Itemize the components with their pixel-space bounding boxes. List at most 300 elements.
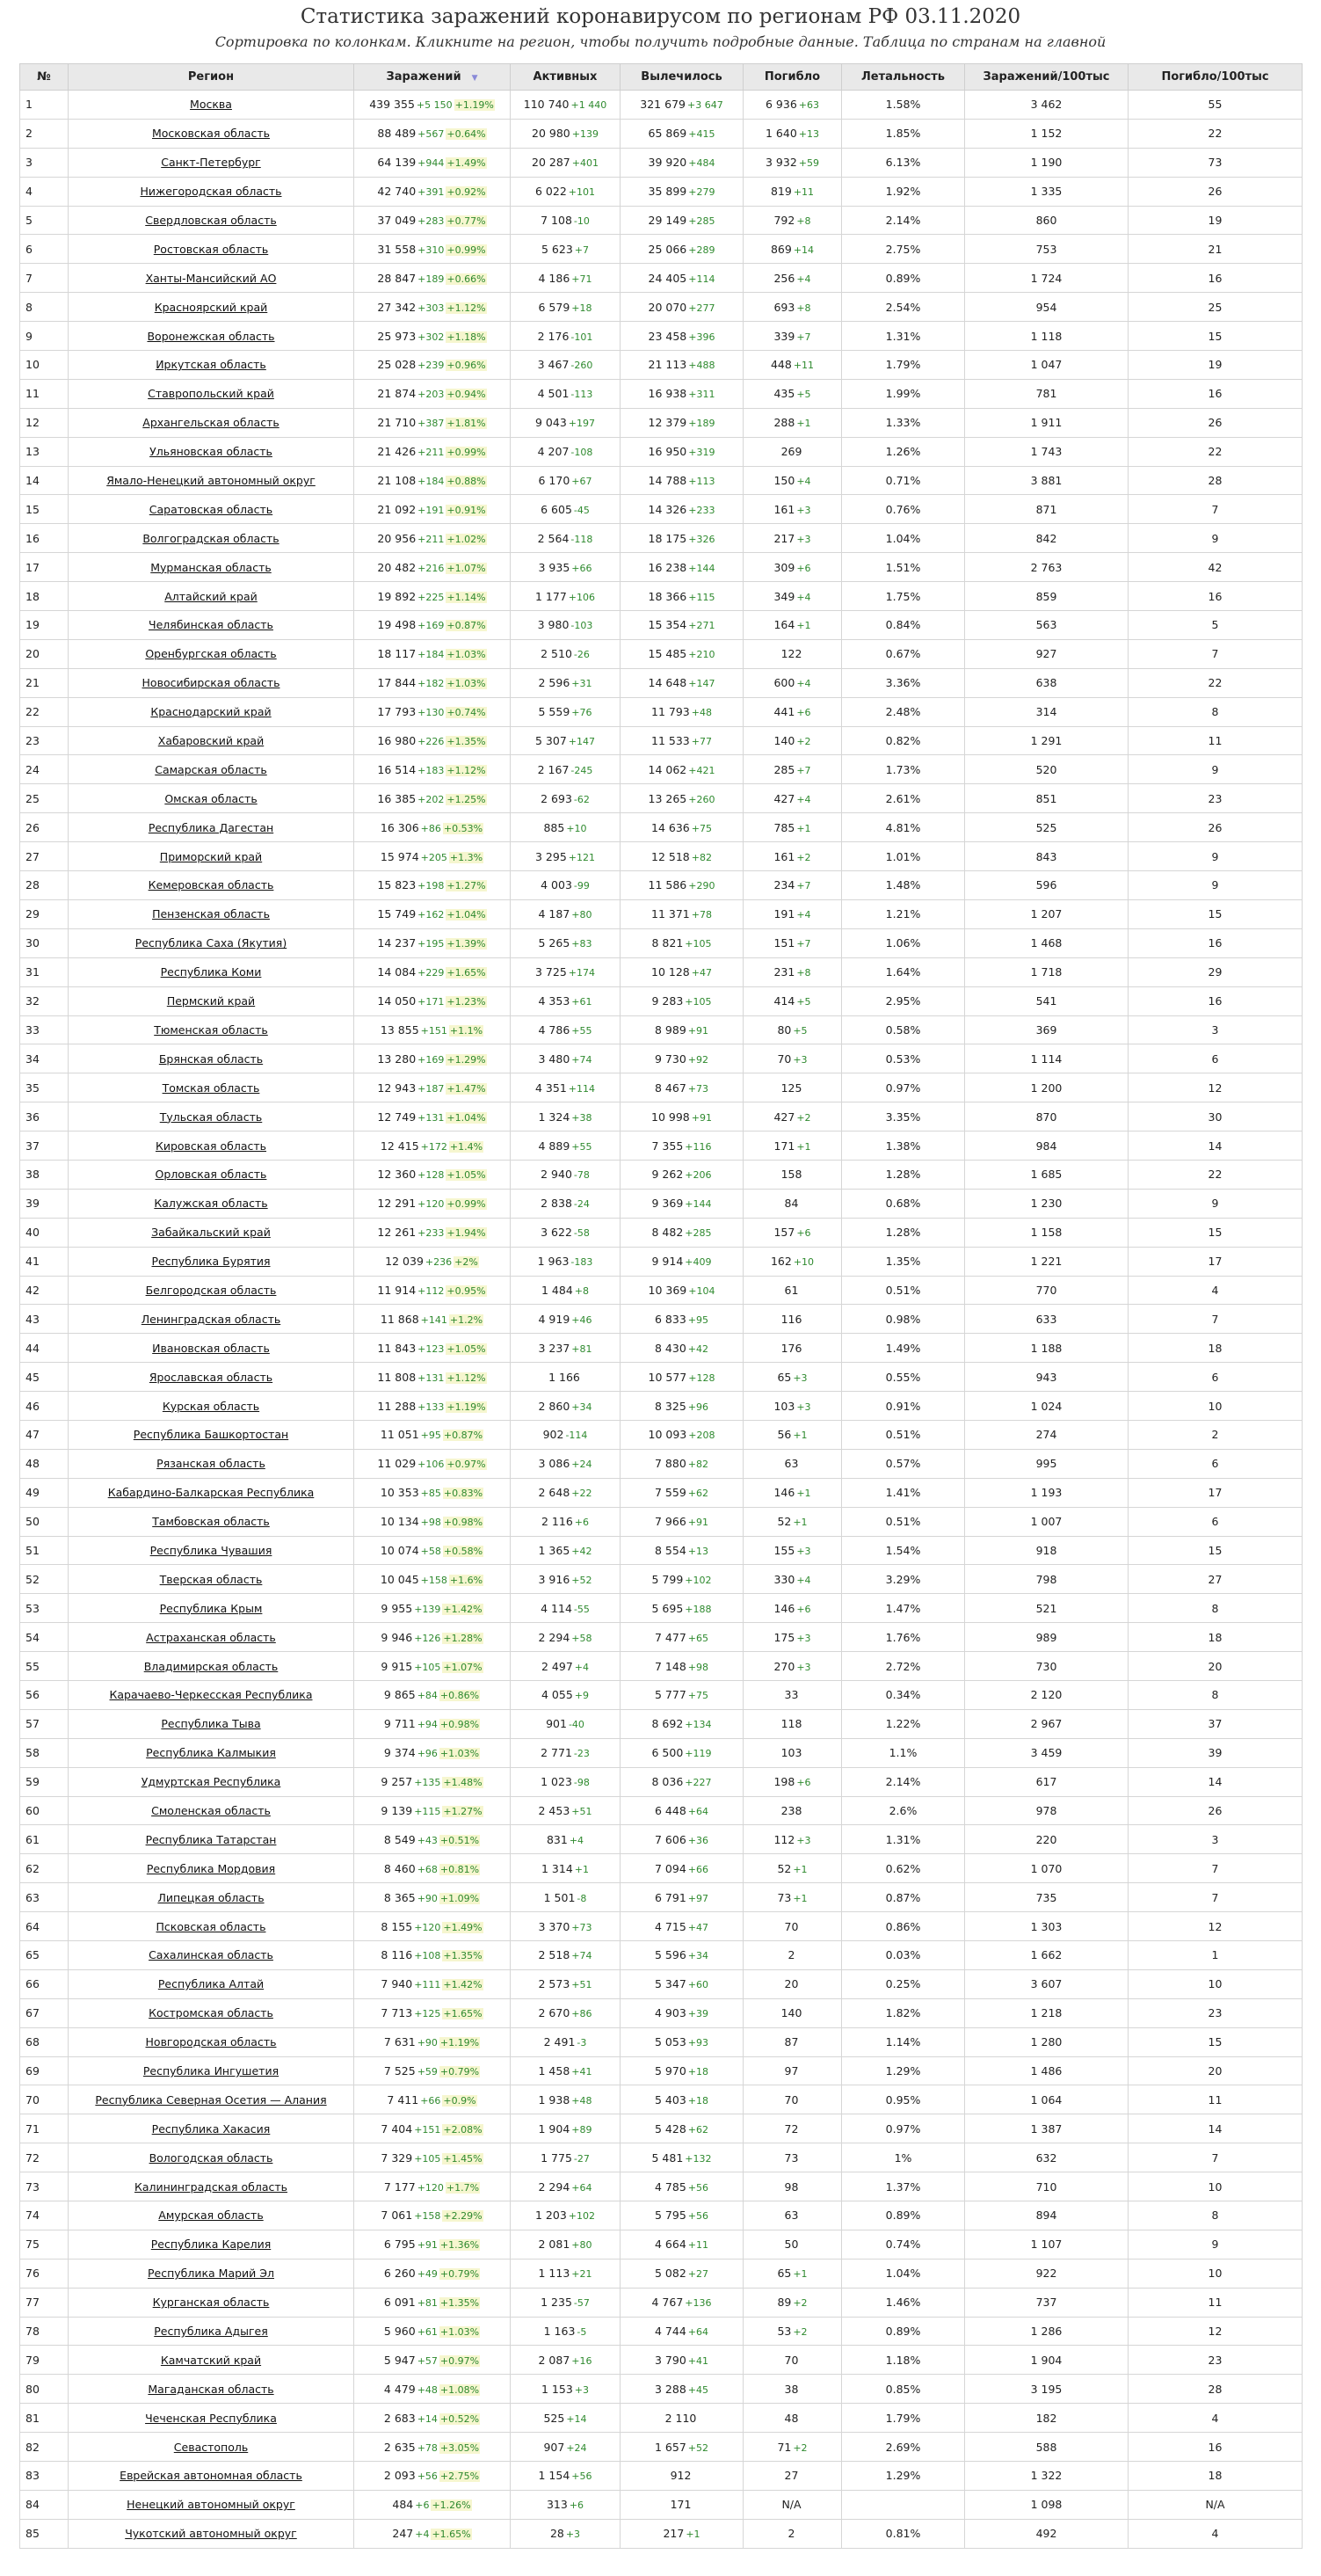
active-value: 2 167 [537, 762, 570, 776]
region-name-cell[interactable] [69, 379, 354, 408]
deaths-value: 72 [784, 2121, 799, 2136]
region-name-cell[interactable] [69, 437, 354, 466]
region-link[interactable]: Камчатский край [160, 2353, 262, 2367]
lethality-value-cell [842, 2172, 965, 2201]
region-name-cell[interactable] [69, 177, 354, 206]
region-name-cell[interactable] [69, 1132, 354, 1161]
region-link[interactable]: Магаданская область [148, 2382, 274, 2396]
infected-delta: +108 [414, 1950, 441, 1962]
region-name-cell[interactable] [69, 1478, 354, 1507]
lethality-value: 0.03% [885, 1948, 921, 1962]
region-name-cell[interactable] [69, 1883, 354, 1912]
region-name-cell[interactable] [69, 813, 354, 842]
region-name-cell[interactable] [69, 1565, 354, 1594]
infected-per-100k-value: 843 [1035, 849, 1057, 863]
region-name-cell[interactable] [69, 697, 354, 726]
region-link[interactable]: Республика Крым [159, 1601, 263, 1615]
region-link[interactable]: Ямало-Ненецкий автономный округ [106, 474, 316, 488]
region-link[interactable]: Воронежская область [147, 329, 275, 343]
region-link[interactable]: Республика Карелия [150, 2238, 272, 2252]
region-link[interactable]: Республика Марий Эл [148, 2267, 274, 2281]
region-name-cell[interactable] [69, 2317, 354, 2346]
active-value: 2 518 [538, 1948, 570, 1962]
region-link[interactable]: Тульская область [159, 1110, 263, 1124]
deaths-value: 56 [777, 1428, 792, 1442]
infected-growth-percent: +1.05% [446, 1343, 486, 1355]
region-name-cell[interactable] [69, 1738, 354, 1767]
region-name-cell[interactable] [69, 235, 354, 264]
recovered-delta: +134 [685, 1719, 712, 1731]
region-name-cell[interactable] [69, 206, 354, 235]
deaths-value: 140 [773, 734, 795, 748]
region-name-cell[interactable] [69, 1912, 354, 1941]
region-name-cell[interactable] [69, 2404, 354, 2433]
recovered-value: 10 998 [651, 1110, 690, 1124]
deaths-value-cell [744, 639, 842, 668]
active-delta: +101 [568, 186, 595, 199]
lethality-value-cell [842, 2519, 965, 2548]
deaths-value: 146 [773, 1601, 795, 1615]
region-link[interactable]: Челябинская область [149, 618, 273, 632]
recovered-delta: +95 [687, 1313, 708, 1326]
region-name-cell[interactable] [69, 1507, 354, 1536]
region-link[interactable]: Самарская область [155, 762, 267, 776]
infected-delta: +158 [414, 2210, 441, 2223]
deaths-per-100k-value: 12 [1208, 1081, 1223, 1095]
region-name-cell[interactable] [69, 466, 354, 495]
region-link[interactable]: Ленинградская область [141, 1312, 281, 1326]
region-name-cell[interactable] [69, 553, 354, 582]
region-link[interactable]: Республика Коми [160, 965, 262, 979]
region-link[interactable]: Астраханская область [146, 1630, 276, 1644]
region-link[interactable]: Ненецкий автономный округ [127, 2498, 295, 2512]
active-delta: +21 [571, 2268, 592, 2281]
region-link[interactable]: Архангельская область [142, 416, 279, 430]
recovered-delta: +415 [688, 128, 715, 141]
region-link[interactable]: Республика Башкортостан [133, 1428, 289, 1442]
region-name-cell[interactable] [69, 2085, 354, 2114]
infected-delta: +56 [417, 2470, 438, 2483]
deaths-per-100k-value: 3 [1211, 1832, 1219, 1846]
region-name-cell[interactable] [69, 755, 354, 784]
region-name-cell[interactable] [69, 2201, 354, 2230]
region-link[interactable]: Омская область [164, 791, 258, 805]
infected-per-100k-value: 842 [1035, 531, 1057, 545]
region-name-cell[interactable] [69, 2375, 354, 2404]
deaths-value-cell [744, 2519, 842, 2548]
region-name-cell[interactable] [69, 322, 354, 351]
region-name-cell[interactable] [69, 2056, 354, 2085]
recovered-value: 24 405 [648, 271, 687, 285]
region-link[interactable]: Приморский край [159, 849, 263, 863]
region-name-cell[interactable] [69, 293, 354, 322]
deaths-per-100k-value: 7 [1211, 1312, 1219, 1326]
region-name-cell[interactable] [69, 1825, 354, 1854]
column-header-recovered[interactable]: Вылечилось [621, 64, 744, 91]
region-link[interactable]: Карачаево-Черкесская Республика [109, 1688, 313, 1702]
region-link[interactable]: Орловская область [155, 1168, 267, 1182]
region-name-cell[interactable] [69, 148, 354, 177]
region-link[interactable]: Забайкальский край [151, 1226, 271, 1240]
infected-value: 64 139 [377, 156, 417, 170]
region-name-cell[interactable] [69, 408, 354, 437]
region-name-cell[interactable] [69, 2172, 354, 2201]
region-link[interactable]: Новгородская область [145, 2035, 277, 2049]
row-number: 4 [25, 185, 33, 199]
region-link[interactable]: Костромская область [149, 2006, 273, 2020]
infected-value-cell [354, 668, 511, 697]
region-link[interactable]: Красноярский край [154, 300, 268, 314]
infected-per-100k-value: 1 221 [1030, 1255, 1063, 1269]
region-name-cell[interactable] [69, 264, 354, 293]
deaths-per-100k-value-cell [1129, 1044, 1303, 1073]
region-link[interactable]: Оренбургская область [145, 647, 277, 661]
infected-per-100k-value: 1 724 [1030, 271, 1063, 285]
region-link[interactable]: Пермский край [166, 994, 256, 1008]
region-link[interactable]: Республика Саха (Якутия) [134, 936, 287, 950]
region-name-cell[interactable] [69, 1449, 354, 1478]
deaths-value: 70 [777, 1052, 792, 1066]
region-link[interactable]: Республика Татарстан [145, 1832, 277, 1846]
column-header-lethality[interactable]: Летальность [842, 64, 965, 91]
region-link[interactable]: Хабаровский край [157, 734, 265, 748]
region-link[interactable]: Псковская область [156, 1919, 266, 1933]
region-name-cell[interactable] [69, 1594, 354, 1623]
region-name-cell[interactable] [69, 2346, 354, 2375]
active-delta: +48 [571, 2094, 592, 2107]
infected-value: 14 050 [377, 994, 417, 1008]
region-link[interactable]: Кабардино-Балкарская Республика [107, 1486, 315, 1500]
region-link[interactable]: Новосибирская область [142, 676, 280, 690]
row-number: 12 [25, 416, 40, 430]
region-link[interactable]: Еврейская автономная область [120, 2469, 302, 2483]
region-name-cell[interactable] [69, 1536, 354, 1565]
column-header-infected[interactable]: Заражений ▼ [354, 64, 511, 91]
table-row [20, 524, 1303, 553]
region-name-cell[interactable] [69, 582, 354, 611]
region-link[interactable]: Вологодская область [149, 2150, 273, 2165]
lethality-value-cell [842, 235, 965, 264]
recovered-value: 16 950 [648, 445, 687, 459]
region-name-cell[interactable] [69, 2433, 354, 2462]
region-link[interactable]: Московская область [152, 127, 270, 141]
region-name-cell[interactable] [69, 1392, 354, 1421]
column-header-deaths[interactable]: Погибло [744, 64, 842, 91]
region-link[interactable]: Тверская область [159, 1572, 263, 1586]
lethality-value-cell [842, 1969, 965, 1998]
region-link[interactable]: Смоленская область [151, 1803, 271, 1817]
region-link[interactable]: Республика Хакасия [151, 2121, 271, 2136]
active-value: 4 186 [538, 271, 570, 285]
region-link[interactable]: Ярославская область [149, 1370, 273, 1384]
lethality-value-cell [842, 1912, 965, 1941]
infected-per-100k-value: 894 [1035, 2209, 1057, 2223]
infected-per-100k-value-cell [965, 1276, 1129, 1305]
region-link[interactable]: Республика Бурятия [151, 1255, 271, 1269]
table-row [20, 1623, 1303, 1652]
infected-delta: +61 [417, 2326, 438, 2339]
deaths-value-cell [744, 2085, 842, 2114]
region-name-cell[interactable] [69, 1652, 354, 1681]
recovered-value-cell [621, 1912, 744, 1941]
region-link[interactable]: Тюменская область [154, 1022, 268, 1037]
region-name-cell[interactable] [69, 2114, 354, 2143]
column-header-infected-per-100k[interactable]: Заражений/100тыс [965, 64, 1129, 91]
region-name-cell[interactable] [69, 986, 354, 1015]
region-link[interactable]: Калужская область [154, 1197, 268, 1211]
deaths-per-100k-value: 9 [1211, 762, 1219, 776]
region-name-cell[interactable] [69, 91, 354, 120]
region-name-cell[interactable] [69, 2519, 354, 2548]
region-link[interactable]: Ставропольский край [148, 387, 274, 401]
region-name-cell[interactable] [69, 1623, 354, 1652]
region-name-cell[interactable] [69, 1276, 354, 1305]
region-link[interactable]: Кировская область [155, 1139, 267, 1153]
active-value: 2 176 [537, 329, 570, 343]
active-value: 2 596 [538, 676, 570, 690]
region-name-cell[interactable] [69, 842, 354, 871]
region-link[interactable]: Республика Дагестан [148, 820, 274, 834]
region-link[interactable]: Свердловская область [145, 214, 277, 227]
region-link[interactable]: Волгоградская область [142, 531, 279, 545]
recovered-value-cell [621, 2490, 744, 2519]
region-link[interactable]: Республика Тыва [161, 1717, 261, 1731]
infected-value-cell [354, 755, 511, 784]
region-name-cell[interactable] [69, 871, 354, 900]
lethality-value-cell [842, 1738, 965, 1767]
region-link[interactable]: Кемеровская область [148, 878, 274, 892]
region-name-cell[interactable] [69, 957, 354, 986]
region-link[interactable]: Рязанская область [156, 1457, 265, 1471]
infected-per-100k-value-cell [965, 1478, 1129, 1507]
region-link[interactable]: Чукотский автономный округ [125, 2527, 297, 2541]
region-name-cell[interactable] [69, 1015, 354, 1044]
active-value: 4 501 [537, 387, 570, 401]
region-name-cell[interactable] [69, 1305, 354, 1334]
active-value-cell [511, 2056, 621, 2085]
region-link[interactable]: Томская область [162, 1081, 260, 1095]
infected-value-cell [354, 293, 511, 322]
region-link[interactable]: Ханты-Мансийский АО [145, 271, 277, 285]
infected-value-cell [354, 322, 511, 351]
region-link[interactable]: Брянская область [158, 1052, 264, 1066]
region-link[interactable]: Республика Адыгея [154, 2325, 268, 2339]
deaths-per-100k-value: 10 [1208, 2267, 1223, 2281]
region-link[interactable]: Республика Ингушетия [142, 2064, 279, 2078]
lethality-value-cell [842, 1623, 965, 1652]
row-number: 26 [25, 820, 40, 834]
region-name-cell[interactable] [69, 1420, 354, 1449]
region-name-cell[interactable] [69, 495, 354, 524]
infected-per-100k-value-cell [965, 668, 1129, 697]
region-name-cell[interactable] [69, 1218, 354, 1247]
region-link[interactable]: Республика Алтай [157, 1977, 265, 1991]
infected-per-100k-value-cell [965, 293, 1129, 322]
infected-per-100k-value-cell [965, 1044, 1129, 1073]
deaths-value: 118 [780, 1717, 802, 1731]
region-name-cell[interactable] [69, 524, 354, 553]
deaths-value: 435 [773, 387, 795, 401]
recovered-delta: +144 [685, 1198, 712, 1211]
deaths-value: 164 [773, 618, 795, 632]
table-row [20, 2259, 1303, 2288]
region-name-cell[interactable] [69, 2259, 354, 2288]
region-link[interactable]: Ростовская область [153, 242, 269, 256]
infected-value: 11 029 [377, 1457, 417, 1471]
region-name-cell[interactable] [69, 1709, 354, 1738]
region-link[interactable]: Курская область [162, 1399, 260, 1413]
region-link[interactable]: Саратовская область [149, 502, 273, 516]
region-link[interactable]: Мурманская область [150, 560, 272, 574]
lethality-value: 0.67% [885, 647, 921, 661]
region-name-cell[interactable] [69, 1854, 354, 1883]
region-name-cell[interactable] [69, 899, 354, 928]
region-name-cell[interactable] [69, 1363, 354, 1392]
region-name-cell[interactable] [69, 611, 354, 640]
region-link[interactable]: Ивановская область [152, 1341, 270, 1355]
region-name-cell[interactable] [69, 1044, 354, 1073]
row-number-cell [20, 871, 69, 900]
column-header-active[interactable]: Активных [511, 64, 621, 91]
active-value: 1 963 [537, 1255, 570, 1269]
region-name-cell[interactable] [69, 1767, 354, 1796]
region-link[interactable]: Амурская область [158, 2209, 264, 2223]
region-name-cell[interactable] [69, 1796, 354, 1825]
region-link[interactable]: Москва [190, 98, 232, 112]
infected-per-100k-value: 1 193 [1030, 1486, 1063, 1500]
region-name-cell[interactable] [69, 2288, 354, 2317]
infected-delta: +162 [417, 909, 445, 921]
table-row [20, 1969, 1303, 1998]
region-link[interactable]: Удмуртская Республика [141, 1775, 281, 1789]
infected-growth-percent: +1.18% [446, 331, 486, 343]
region-name-cell[interactable] [69, 639, 354, 668]
infected-per-100k-value: 525 [1035, 820, 1057, 834]
active-value: 2 693 [541, 791, 572, 805]
region-link[interactable]: Иркутская область [156, 358, 266, 372]
region-name-cell[interactable] [69, 2027, 354, 2056]
recovered-value: 5 481 [651, 2150, 684, 2165]
active-value-cell [511, 351, 621, 380]
region-link[interactable]: Республика Мордовия [146, 1861, 276, 1875]
lethality-value-cell [842, 1189, 965, 1218]
region-name-cell[interactable] [69, 2462, 354, 2491]
recovered-value-cell [621, 1623, 744, 1652]
region-link[interactable]: Чеченская Республика [145, 2411, 277, 2425]
infected-value-cell [354, 119, 511, 148]
region-name-cell[interactable] [69, 928, 354, 957]
deaths-value-cell [744, 611, 842, 640]
row-number-cell [20, 2114, 69, 2143]
column-header-number[interactable]: № [20, 64, 69, 91]
region-link[interactable]: Севастополь [173, 2440, 249, 2454]
region-name-cell[interactable] [69, 1969, 354, 1998]
region-name-cell[interactable] [69, 1680, 354, 1709]
deaths-value: 288 [773, 416, 795, 430]
region-name-cell[interactable] [69, 1941, 354, 1970]
region-link[interactable]: Владимирская область [143, 1659, 279, 1673]
infected-per-100k-value: 2 763 [1030, 560, 1063, 574]
region-name-cell[interactable] [69, 119, 354, 148]
infected-per-100k-value-cell [965, 2317, 1129, 2346]
row-number: 5 [25, 214, 33, 227]
table-row [20, 1941, 1303, 1970]
infected-value-cell [354, 2230, 511, 2259]
region-name-cell[interactable] [69, 784, 354, 813]
infected-per-100k-value-cell [965, 1767, 1129, 1796]
table-row [20, 2172, 1303, 2201]
region-name-cell[interactable] [69, 351, 354, 380]
region-link[interactable]: Республика Северная Осетия — Алания [95, 2092, 327, 2107]
region-link[interactable]: Калининградская область [134, 2179, 288, 2194]
deaths-per-100k-value-cell [1129, 1132, 1303, 1161]
region-link[interactable]: Краснодарский край [150, 705, 272, 719]
region-name-cell[interactable] [69, 1247, 354, 1276]
deaths-per-100k-value-cell [1129, 1998, 1303, 2027]
region-name-cell[interactable] [69, 1073, 354, 1102]
region-name-cell[interactable] [69, 2490, 354, 2519]
region-link[interactable]: Республика Чувашия [149, 1543, 272, 1557]
column-header-region[interactable]: Регион [69, 64, 354, 91]
region-link[interactable]: Ульяновская область [149, 445, 272, 459]
infected-growth-percent: +1.29% [446, 1053, 486, 1066]
region-name-cell[interactable] [69, 668, 354, 697]
lethality-value: 0.97% [885, 2121, 921, 2136]
deaths-value-cell [744, 726, 842, 755]
deaths-per-100k-value-cell [1129, 582, 1303, 611]
region-name-cell[interactable] [69, 1334, 354, 1363]
region-link[interactable]: Белгородская область [145, 1283, 277, 1297]
region-name-cell[interactable] [69, 2143, 354, 2172]
region-name-cell[interactable] [69, 1998, 354, 2027]
infected-per-100k-value: 1 152 [1030, 127, 1063, 141]
deaths-value: 52 [777, 1515, 792, 1529]
deaths-per-100k-value: 6 [1211, 1052, 1219, 1066]
deaths-delta: +6 [796, 1603, 811, 1615]
active-value-cell [511, 1334, 621, 1363]
region-name-cell[interactable] [69, 726, 354, 755]
row-number-cell [20, 639, 69, 668]
region-link[interactable]: Тамбовская область [152, 1515, 270, 1529]
region-link[interactable]: Алтайский край [164, 589, 258, 603]
active-delta: +1 440 [570, 99, 607, 112]
table-row [20, 1565, 1303, 1594]
infected-delta: +120 [417, 2181, 444, 2194]
region-link[interactable]: Пензенская область [152, 907, 270, 921]
region-link[interactable]: Липецкая область [157, 1890, 265, 1904]
deaths-value-cell [744, 1941, 842, 1970]
deaths-per-100k-value-cell [1129, 2490, 1303, 2519]
active-delta: +106 [568, 591, 595, 603]
region-name-cell[interactable] [69, 1102, 354, 1132]
region-link[interactable]: Республика Калмыкия [146, 1746, 276, 1760]
region-name-cell[interactable] [69, 1189, 354, 1218]
recovered-value-cell [621, 1883, 744, 1912]
column-header-deaths-per-100k[interactable]: Погибло/100тыс [1129, 64, 1303, 91]
region-link[interactable]: Санкт-Петербург [161, 156, 261, 170]
region-name-cell[interactable] [69, 1160, 354, 1189]
region-name-cell[interactable] [69, 2230, 354, 2259]
region-link[interactable]: Сахалинская область [149, 1948, 273, 1962]
deaths-value-cell [744, 119, 842, 148]
recovered-delta: +48 [691, 707, 712, 719]
lethality-value-cell [842, 1709, 965, 1738]
region-link[interactable]: Курганская область [152, 2296, 270, 2310]
infected-growth-percent: +1.27% [446, 880, 486, 892]
region-link[interactable]: Нижегородская область [140, 185, 282, 199]
lethality-value-cell [842, 379, 965, 408]
infected-per-100k-value: 3 195 [1030, 2382, 1063, 2396]
